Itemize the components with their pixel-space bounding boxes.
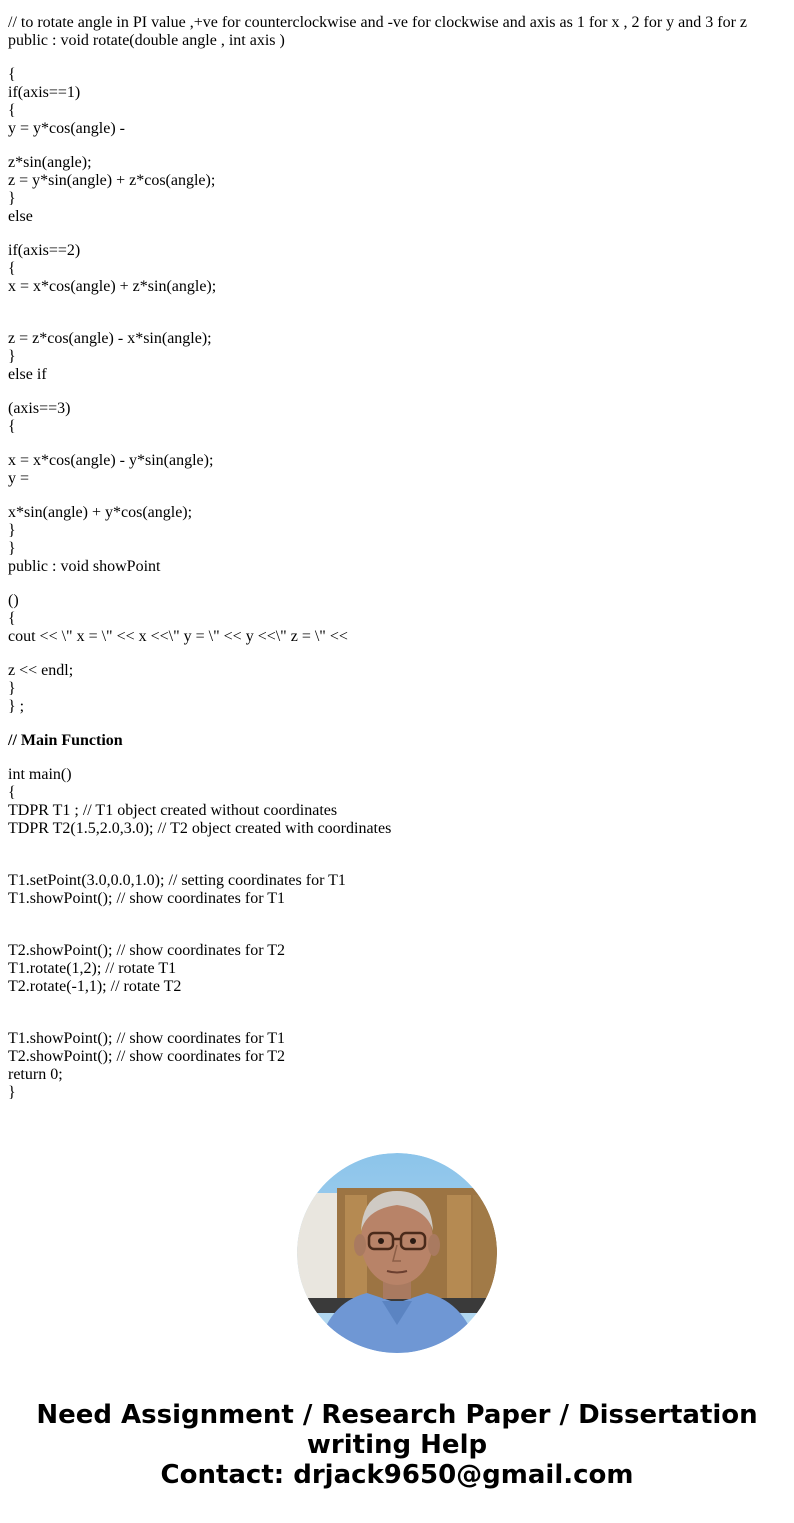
section-heading-main-function: // Main Function xyxy=(8,732,123,749)
promo-line-2: writing Help xyxy=(306,1430,488,1460)
code-line: T2.showPoint(); // show coordinates for T2 xyxy=(8,942,286,959)
code-line: x = x*cos(angle) + z*sin(angle); xyxy=(8,278,217,295)
code-line: z = z*cos(angle) - x*sin(angle); xyxy=(8,330,212,347)
code-line: { xyxy=(8,66,16,83)
code-line: if(axis==1) xyxy=(8,84,81,101)
code-line: public : void showPoint xyxy=(8,558,161,575)
code-line: T1.showPoint(); // show coordinates for T1 xyxy=(8,1030,286,1047)
code-line: // to rotate angle in PI value ,+ve for counterclockwise and -ve for clockwise and axis as 1 for x , 2 for y and 3 for z xyxy=(8,14,747,31)
code-line: y = xyxy=(8,470,30,487)
promo-line-1: Need Assignment / Research Paper / Dissertation xyxy=(36,1400,758,1430)
code-line: } xyxy=(8,190,16,207)
code-line: z << endl; xyxy=(8,662,74,679)
code-line: z*sin(angle); xyxy=(8,154,92,171)
author-photo-icon xyxy=(297,1153,497,1353)
code-line: } xyxy=(8,680,16,697)
code-line: { xyxy=(8,610,16,627)
code-line: TDPR T1 ; // T1 object created without coordinates xyxy=(8,802,338,819)
code-line: int main() xyxy=(8,766,72,783)
contact-email: Contact: drjack9650@gmail.com xyxy=(160,1460,634,1490)
code-line: z = y*sin(angle) + z*cos(angle); xyxy=(8,172,216,189)
code-line: } xyxy=(8,1084,16,1101)
code-line: } ; xyxy=(8,698,25,715)
code-line: else if xyxy=(8,366,47,383)
code-line: } xyxy=(8,348,16,365)
code-line: x = x*cos(angle) - y*sin(angle); xyxy=(8,452,214,469)
promo-footer xyxy=(0,1400,794,1490)
code-line: else xyxy=(8,208,33,225)
code-line: cout << \" x = \" << x <<\" y = \" << y <<\" z = \" << xyxy=(8,628,348,645)
code-line: T2.showPoint(); // show coordinates for T2 xyxy=(8,1048,286,1065)
code-line: } xyxy=(8,522,16,539)
code-listing xyxy=(8,14,788,1102)
code-line: T1.rotate(1,2); // rotate T1 xyxy=(8,960,177,977)
code-line: () xyxy=(8,592,19,609)
code-line: TDPR T2(1.5,2.0,3.0); // T2 object created with coordinates xyxy=(8,820,392,837)
code-line: public : void rotate(double angle , int axis ) xyxy=(8,32,285,49)
code-line: } xyxy=(8,540,16,557)
code-line: T2.rotate(-1,1); // rotate T2 xyxy=(8,978,182,995)
code-line: (axis==3) xyxy=(8,400,71,417)
code-line: T1.setPoint(3.0,0.0,1.0); // setting coordinates for T1 xyxy=(8,872,346,889)
code-line: y = y*cos(angle) - xyxy=(8,120,125,137)
code-line: { xyxy=(8,260,16,277)
code-line: { xyxy=(8,102,16,119)
code-line: return 0; xyxy=(8,1066,63,1083)
code-line: T1.showPoint(); // show coordinates for T1 xyxy=(8,890,286,907)
code-line: if(axis==2) xyxy=(8,242,81,259)
code-line: { xyxy=(8,784,16,801)
code-line: { xyxy=(8,418,16,435)
code-line: x*sin(angle) + y*cos(angle); xyxy=(8,504,193,521)
